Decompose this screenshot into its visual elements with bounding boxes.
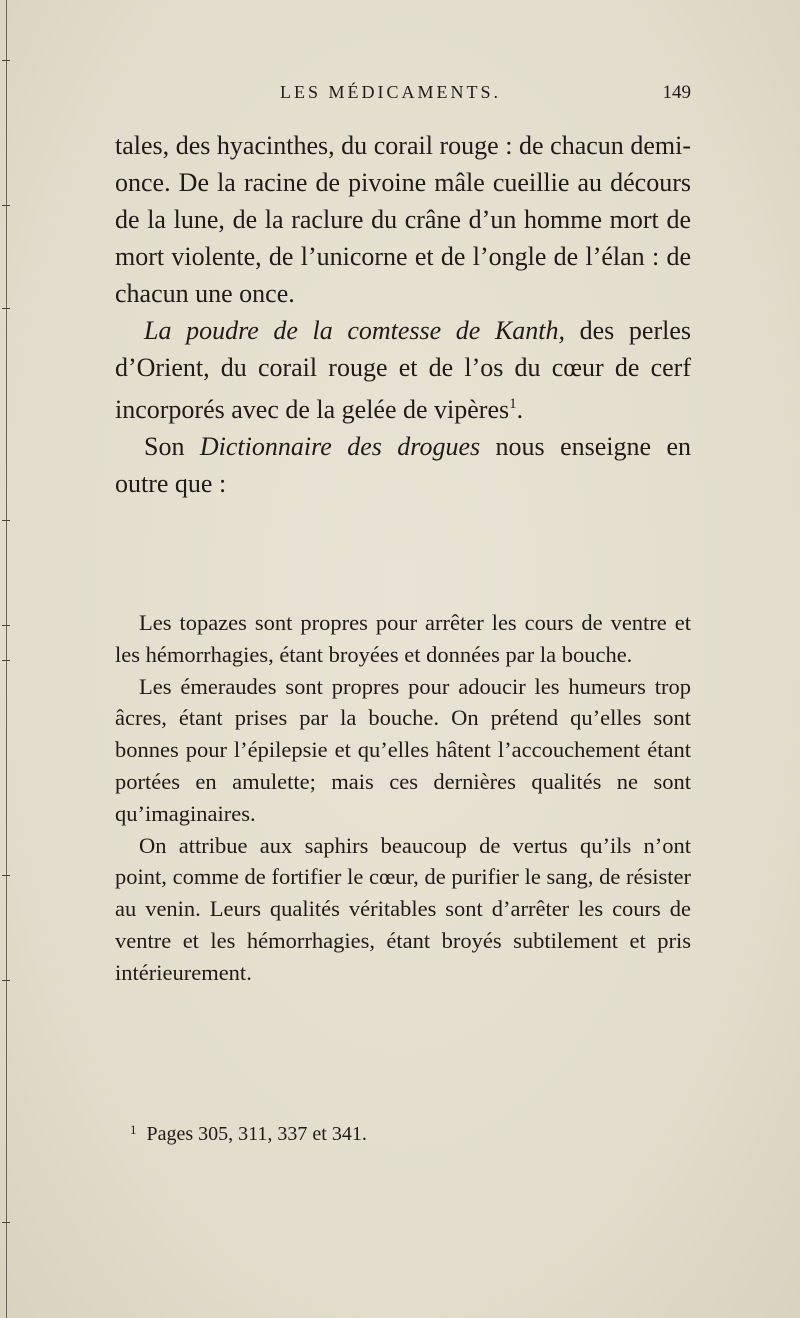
paragraph-text: nous enseigne en outre que :	[115, 432, 691, 498]
italic-title: La poudre de la comtesse de Kanth,	[144, 316, 566, 345]
footnote	[130, 1122, 367, 1146]
paragraph	[115, 428, 691, 502]
margin-tick	[2, 520, 10, 521]
footnote-marker: 1	[130, 1122, 137, 1137]
margin-tick	[2, 308, 10, 309]
paragraph: tales, des hyacinthes, du corail rouge : de chacun demi-once. De la racine de pivoine mâle cueillie au décours de la lune, de la raclure du crâne d’un homme mort de mort violente, de l’unicorne et de l’ongle de l’élan : de chacun une once.	[115, 131, 691, 308]
footnote-text: Pages 305, 311, 337 et 341.	[146, 1123, 367, 1145]
margin-tick	[2, 660, 10, 661]
paragraph-text: .	[516, 395, 524, 424]
margin-tick	[2, 625, 10, 626]
running-head: LES MÉDICAMENTS.	[280, 82, 502, 102]
italic-title: Dictionnaire des drogues	[199, 432, 481, 461]
quote-paragraph: Les topazes sont propres pour arrêter les cours de ventre et les hémorrhagies, étant broyées et données par la bouche.	[115, 610, 691, 667]
main-text	[115, 127, 691, 502]
page-number: 149	[662, 82, 691, 103]
block-quote	[115, 607, 691, 989]
quote-paragraph: Les émeraudes sont propres pour adoucir les humeurs trop âcres, étant prises par la bouche. On prétend qu’elles sont bonnes pour l’épilepsie et qu’elles hâtent l’accouchement étant portées en amulette; mais ces dernières qualités ne sont qu’imaginaires.	[115, 673, 691, 826]
margin-rule	[6, 0, 7, 1318]
margin-tick	[2, 1222, 10, 1223]
margin-tick	[2, 875, 10, 876]
paragraph-text: Son	[144, 432, 200, 461]
margin-tick	[2, 60, 10, 61]
quote-paragraph: On attribue aux saphirs beaucoup de vertus qu’ils n’ont point, comme de fortifier le cœur, de purifier le sang, de résister au venin. Leurs qualités véritables sont d’arrêter les cours de ventre et les hémorrhagies, étant broyés subtilement et pris intérieurement.	[115, 832, 691, 985]
footnote-ref: 1	[509, 396, 517, 412]
paragraph-text: des perles d’Orient, du corail rouge et de l’os du cœur de cerf incorporés avec de la gelée de vipères	[115, 316, 691, 424]
margin-tick	[2, 205, 10, 206]
page-header	[115, 82, 691, 112]
margin-tick	[2, 980, 10, 981]
paragraph	[115, 312, 691, 428]
